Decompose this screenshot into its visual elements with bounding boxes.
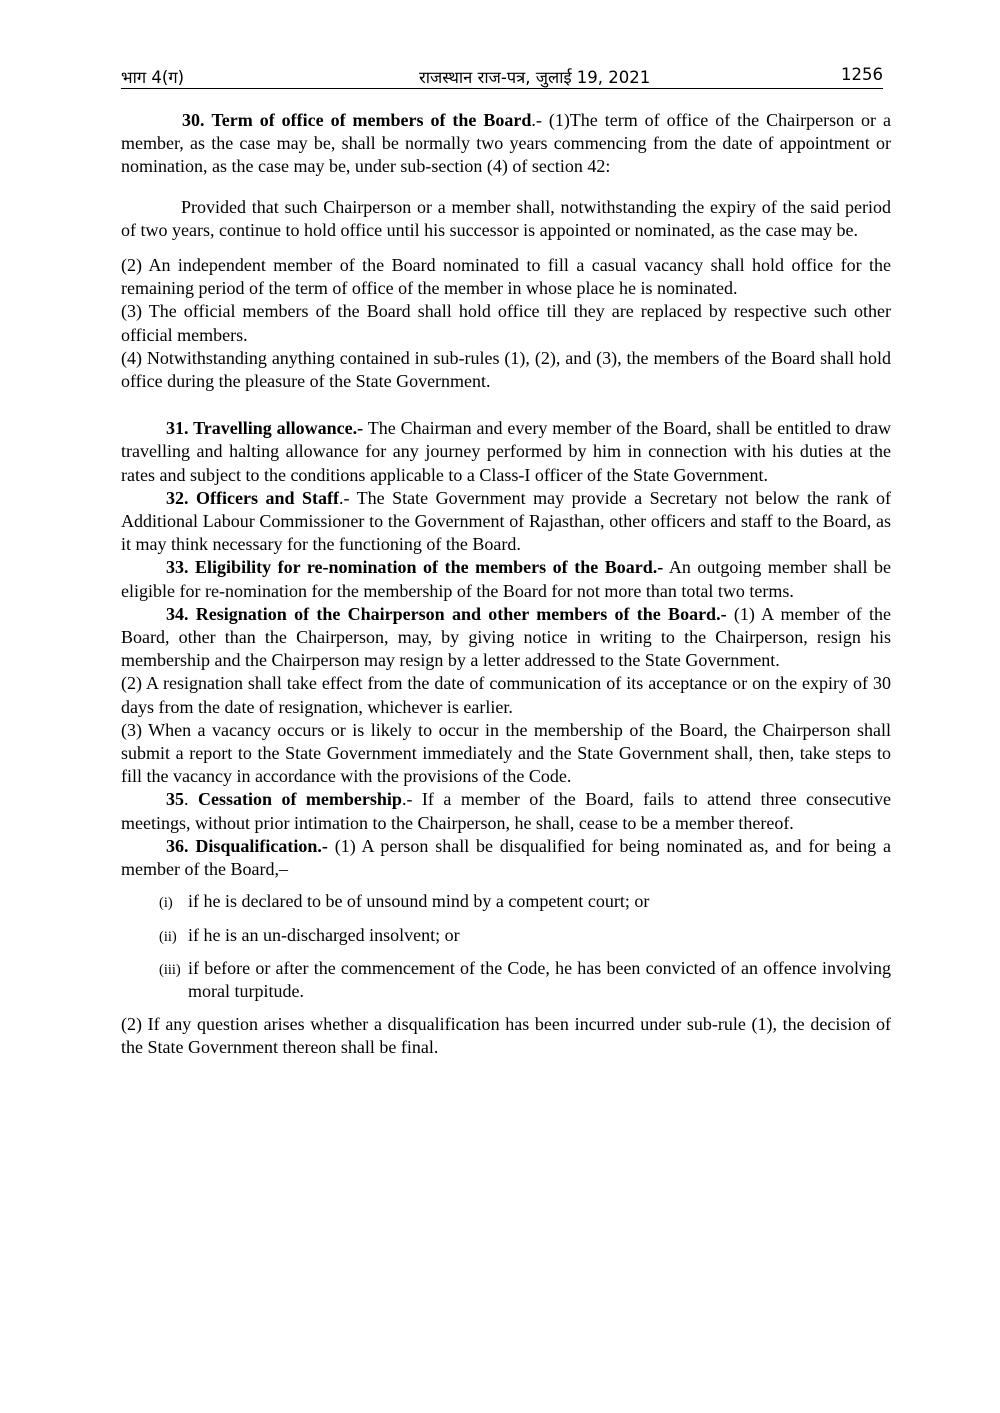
- section-36-title: 36. Disqualification.-: [166, 835, 328, 856]
- list-item-text: if he is an un-discharged insolvent; or: [188, 924, 460, 945]
- section-30-proviso: Provided that such Chairperson or a member shall, notwithstanding the expiry of the said period of two years, continue to hold office until his successor is appointed or nominated, as the case may be.: [121, 196, 891, 240]
- section-36-subrule-2: (2) If any question arises whether a disqualification has been incurred under sub-rule (1), the decision of the State Government thereon shall be final.: [121, 1014, 891, 1058]
- page-number: 1256: [841, 65, 883, 84]
- list-item-text: if before or after the commencement of the Code, he has been convicted of an offence involving moral turpitude.: [188, 957, 891, 1001]
- section-30-subrule-2: (2) An independent member of the Board nominated to fill a casual vacancy shall hold office for the remaining period of the term of office of the member in whose place he is nominated.: [121, 255, 891, 299]
- section-36: [121, 835, 891, 881]
- section-31-body: The Chairman and every member of the Board, shall be entitled to draw travelling and halting allowance for any journey performed by him in connection with his duties at the rates and subject to the conditions applicable to a Class-I officer of the State Government.: [121, 418, 891, 485]
- section-36-body: (1) A person shall be disqualified for being nominated as, and for being a member of the Board,–: [121, 835, 891, 880]
- section-30-body: .- (1)The term of office of the Chairperson or a member, as the case may be, shall be normally two years commencing from the date of appointment or nomination, as the case may be, under sub-section (4) of section 42:: [121, 110, 891, 177]
- section-35-dot: .: [184, 789, 198, 810]
- section-35-title: Cessation of membership: [197, 789, 402, 810]
- list-item: [121, 890, 891, 913]
- page-header: [121, 64, 883, 89]
- section-34-body: (1) A member of the Board, other than the Chairperson, may, by giving notice in writing to the Chairperson, resign his membership and the Chairperson may resign by a letter addressed to the State Government.: [121, 603, 891, 671]
- gazette-part-label: भाग 4(ग): [121, 68, 185, 87]
- list-item: [121, 957, 891, 1003]
- document-body: [121, 109, 891, 1060]
- list-item-number: (i): [159, 895, 173, 912]
- section-34-subrule-3: (3) When a vacancy occurs or is likely to occur in the membership of the Board, the Chairperson shall submit a report to the State Government immediately and the State Government shall, then, take steps to fill the vacancy in accordance with the provisions of the Code.: [121, 719, 891, 787]
- section-35-number: 35: [166, 789, 184, 810]
- section-30-subrule-4: (4) Notwithstanding anything contained in sub-rules (1), (2), and (3), the members of the Board shall hold office during the pleasure of the State Government.: [121, 347, 891, 392]
- section-30-number: 30.: [182, 110, 205, 130]
- section-33: [121, 556, 891, 602]
- section-32: [121, 487, 891, 557]
- section-34: [121, 603, 891, 673]
- list-item-text: if he is declared to be of unsound mind by a competent court; or: [188, 891, 650, 912]
- section-31-title: 31. Travelling allowance.-: [166, 418, 364, 439]
- disqualification-list: [121, 890, 891, 1003]
- section-34-title: 34. Resignation of the Chairperson and other members of the Board.-: [166, 603, 727, 624]
- section-32-body: .- The State Government may provide a Secretary not below the rank of Additional Labour Commissioner to the Government of Rajasthan, other officers and staff to the Board, as it may think necessary for the functioning of the Board.: [121, 487, 891, 555]
- list-item-number: (iii): [159, 961, 181, 978]
- gazette-title-date: राजस्थान राज-पत्र, जुलाई 19, 2021: [419, 68, 651, 87]
- section-35: [121, 788, 891, 834]
- section-33-body: An outgoing member shall be eligible for re-nomination for the membership of the Board for not more than total two terms.: [121, 557, 891, 601]
- section-32-title: 32. Officers and Staff: [166, 487, 339, 508]
- section-33-title: 33. Eligibility for re-nomination of the members of the Board.-: [166, 557, 664, 578]
- section-35-body: .- If a member of the Board, fails to attend three consecutive meetings, without prior intimation to the Chairperson, he shall, cease to be a member thereof.: [121, 789, 891, 833]
- section-34-subrule-2: (2) A resignation shall take effect from the date of communication of its acceptance or on the expiry of 30 days from the date of resignation, whichever is earlier.: [121, 673, 891, 717]
- section-30-title: Term of office of members of the Board: [211, 110, 532, 130]
- section-30: [121, 109, 891, 179]
- list-item: [121, 924, 891, 947]
- section-30-subrule-3: (3) The official members of the Board shall hold office till they are replaced by respective such other official members.: [121, 301, 891, 345]
- list-item-number: (ii): [159, 928, 177, 945]
- section-31: [121, 417, 891, 487]
